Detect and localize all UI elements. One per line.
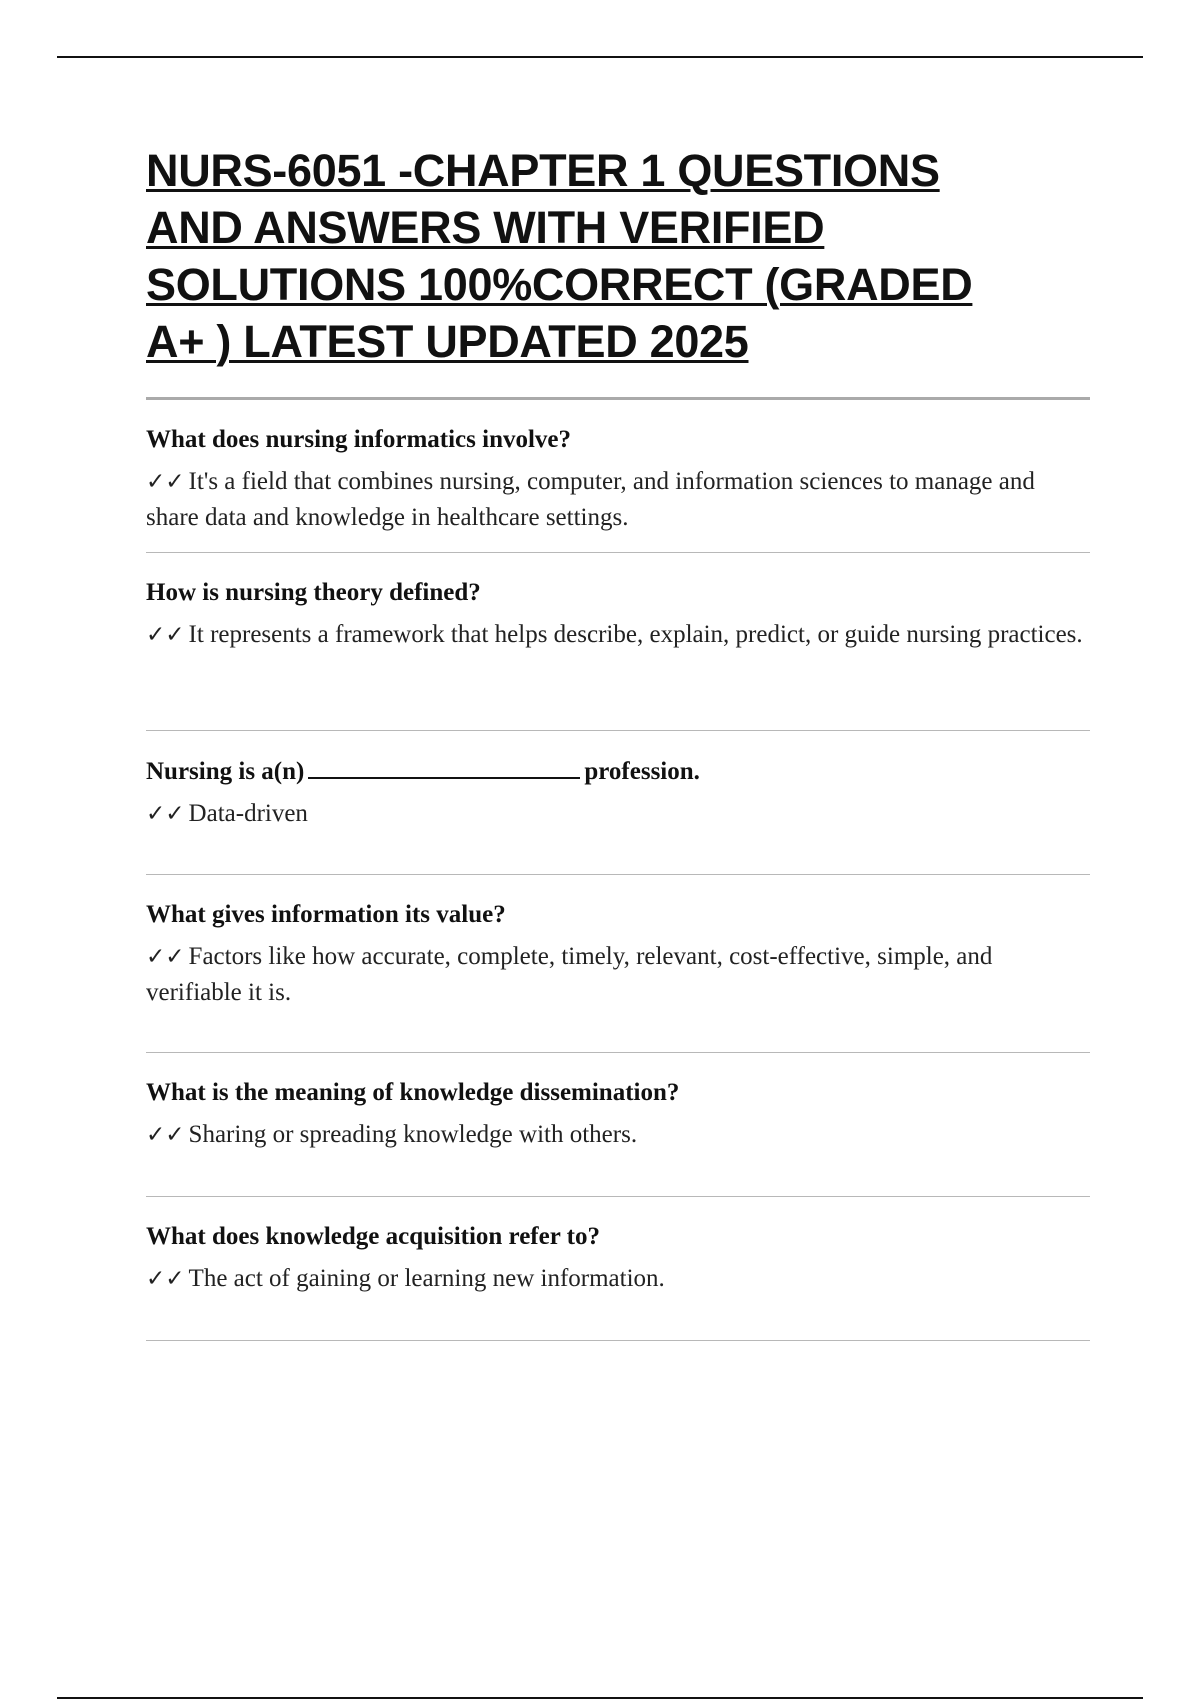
answer-text: Factors like how accurate, complete, timely, relevant, cost-effective, simple, and verifiable it is. <box>146 943 993 1006</box>
answer-text: It's a field that combines nursing, computer, and information sciences to manage and share data and knowledge in healthcare settings. <box>146 468 1035 531</box>
check-icon: ✓✓ <box>146 1122 185 1148</box>
question-text <box>146 753 1090 790</box>
qa-item <box>146 400 1090 553</box>
question-text: What does nursing informatics involve? <box>146 426 572 453</box>
answer <box>146 796 1090 832</box>
document-body <box>146 142 1090 1341</box>
question-text: How is nursing theory defined? <box>146 579 481 606</box>
document-title <box>146 142 1090 370</box>
answer <box>146 1261 1090 1297</box>
answer <box>146 617 1090 653</box>
answer <box>146 1117 1090 1153</box>
check-icon: ✓✓ <box>146 622 185 648</box>
question-text: What gives information its value? <box>146 901 506 928</box>
answer <box>146 464 1090 536</box>
title-line-1: NURS-6051 -CHAPTER 1 QUESTIONS <box>146 145 940 196</box>
page-bottom-rule <box>57 1697 1143 1699</box>
question-before-blank: Nursing is a(n) <box>146 758 305 785</box>
qa-item <box>146 553 1090 731</box>
check-icon: ✓✓ <box>146 469 185 495</box>
check-icon: ✓✓ <box>146 944 185 970</box>
answer-text: It represents a framework that helps describe, explain, predict, or guide nursing practices. <box>188 621 1083 648</box>
answer-text: Sharing or spreading knowledge with others. <box>188 1121 638 1148</box>
qa-item <box>146 1053 1090 1197</box>
page-top-rule <box>57 56 1143 58</box>
answer-text: The act of gaining or learning new information. <box>188 1265 665 1292</box>
title-line-3: SOLUTIONS 100%CORRECT (GRADED <box>146 259 973 310</box>
check-icon: ✓✓ <box>146 1266 185 1292</box>
title-line-2: AND ANSWERS WITH VERIFIED <box>146 202 825 253</box>
check-icon: ✓✓ <box>146 801 185 827</box>
question-after-blank: profession. <box>584 758 700 785</box>
question-text: What does knowledge acquisition refer to? <box>146 1223 600 1250</box>
qa-list <box>146 400 1090 1341</box>
qa-item <box>146 731 1090 875</box>
title-line-4: A+ ) LATEST UPDATED 2025 <box>146 316 749 367</box>
qa-item <box>146 1197 1090 1341</box>
question-text: What is the meaning of knowledge dissemination? <box>146 1079 680 1106</box>
answer <box>146 939 1090 1011</box>
answer-text: Data-driven <box>188 800 308 827</box>
qa-item <box>146 875 1090 1053</box>
fill-in-blank <box>308 753 580 779</box>
